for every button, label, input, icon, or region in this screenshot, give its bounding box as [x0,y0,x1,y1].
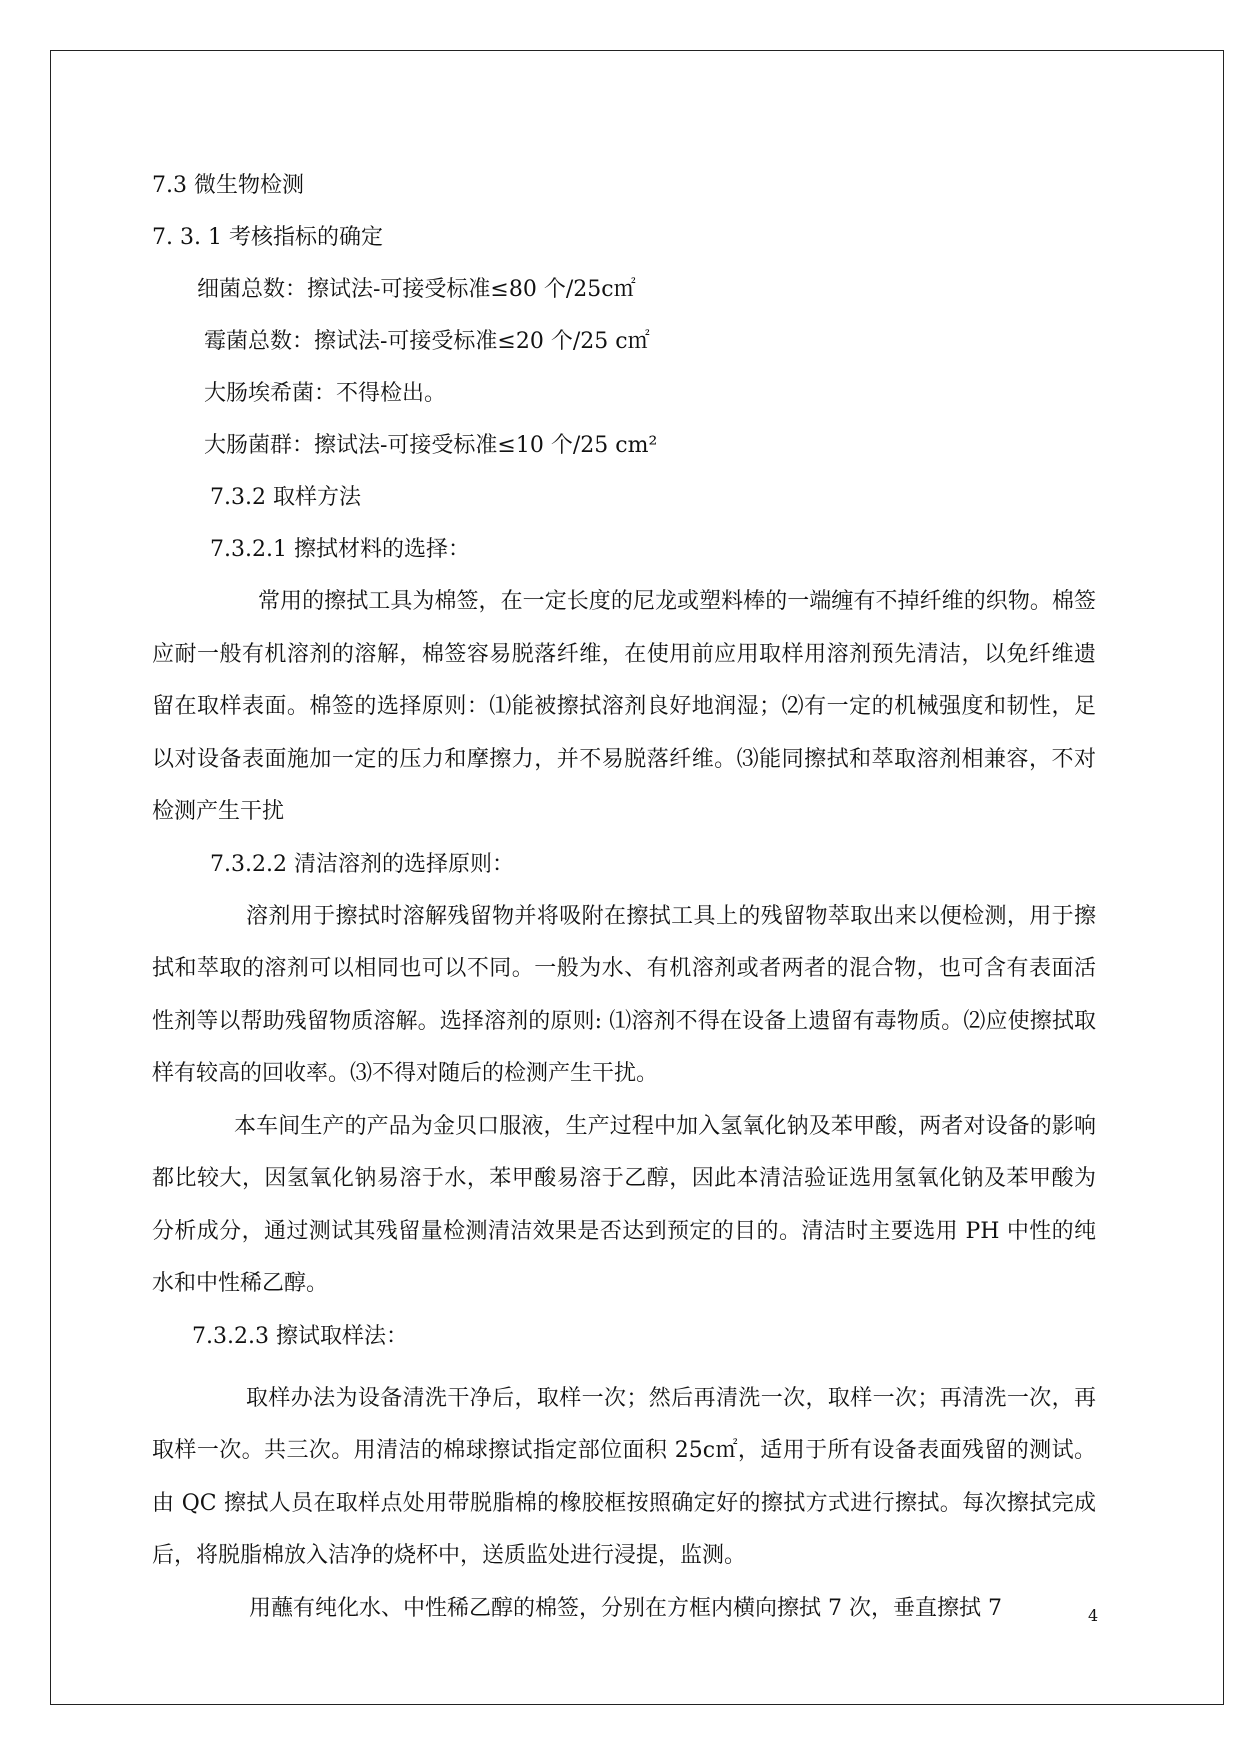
section-heading-7-3-2-1: 7.3.2.1 擦拭材料的选择： [210,537,470,562]
paragraph-solvent: 溶剂用于擦拭时溶解残留物并将吸附在擦拭工具上的残留物萃取出来以便检测，用于擦拭和萃取的溶剂可以相同也可以不同。一般为水、有机溶剂或者两者的混合物，也可含有表面活性剂等以帮助残留物质溶解。选择溶剂的原则: ⑴溶剂不得在设备上遗留有毒物质。⑵应使擦拭取样有较高的回收率。⑶不得对随后的检测产生干扰。 [152,903,1096,1086]
document-body [152,160,1099,1635]
criterion-bacteria: 细菌总数：擦试法-可接受标准≤80 个/25c㎡ [197,277,636,302]
criterion-ecoli: 大肠埃希菌：不得检出。 [204,381,447,406]
criterion-coliforms: 大肠菌群：擦试法-可接受标准≤10 个/25 cm² [204,433,658,458]
paragraph-sampling: 取样办法为设备清洗干净后，取样一次；然后再清洗一次，取样一次；再清洗一次，再取样一次。共三次。用清洁的棉球擦试指定部位面积 25c㎡，适用于所有设备表面残留的测试。由 QC 擦拭人员在取样点处用带脱脂棉的橡胶框按照确定好的擦拭方式进行擦拭。每次擦拭完成后，将脱脂棉放入洁净的烧杯中，送质监处进行浸提，监测。 [152,1385,1096,1568]
section-heading-7-3: 7.3 微生物检测 [152,173,304,198]
criterion-mold: 霉菌总数：擦试法-可接受标准≤20 个/25 c㎡ [204,329,650,354]
section-heading-7-3-1: 7. 3. 1 考核指标的确定 [152,225,383,250]
paragraph-swab-material: 常用的擦拭工具为棉签，在一定长度的尼龙或塑料棒的一端缠有不掉纤维的织物。棉签应耐一般有机溶剂的溶解，棉签容易脱落纤维，在使用前应用取样用溶剂预先清洁，以免纤维遗留在取样表面。棉签的选择原则：⑴能被擦拭溶剂良好地润湿；⑵有一定的机械强度和韧性，足以对设备表面施加一定的压力和摩擦力，并不易脱落纤维。⑶能同擦拭和萃取溶剂相兼容，不对检测产生干扰 [152,589,1096,824]
section-heading-7-3-2: 7.3.2 取样方法 [210,485,361,510]
paragraph-swab-method: 用蘸有纯化水、中性稀乙醇的棉签，分别在方框内横向擦拭 7 次，垂直擦拭 7 [249,1595,1002,1621]
section-heading-7-3-2-2: 7.3.2.2 清洁溶剂的选择原则： [210,851,514,877]
paragraph-workshop: 本车间生产的产品为金贝口服液，生产过程中加入氢氧化钠及苯甲酸，两者对设备的影响都比较大，因氢氧化钠易溶于水，苯甲酸易溶于乙醇，因此本清洁验证选用氢氧化钠及苯甲酸为分析成分，通过测试其残留量检测清洁效果是否达到预定的目的。清洁时主要选用 PH 中性的纯水和中性稀乙醇。 [152,1113,1096,1296]
page-number: 4 [1088,1606,1099,1625]
section-heading-7-3-2-3: 7.3.2.3 擦试取样法： [192,1323,408,1349]
